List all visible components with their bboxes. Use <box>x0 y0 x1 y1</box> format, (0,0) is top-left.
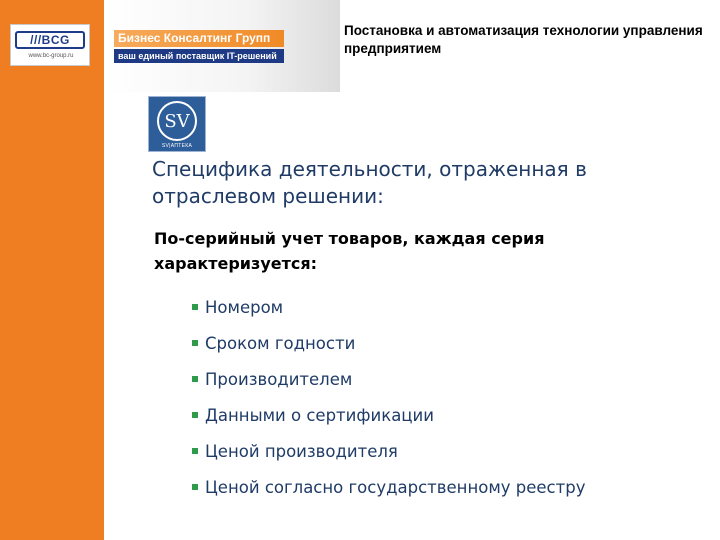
square-bullet-icon <box>192 340 198 346</box>
list-item-label: Ценой согласно государственному реестру <box>205 478 586 497</box>
left-orange-band <box>0 0 104 540</box>
bullet-list <box>192 296 672 512</box>
list-item-label: Ценой производителя <box>205 442 398 461</box>
bcg-logo-mark: ///BCG <box>15 31 85 49</box>
company-tagline: ваш единый поставщик IT-решений <box>114 49 284 63</box>
square-bullet-icon <box>192 412 198 418</box>
slide-subheading: По-серийный учет товаров, каждая серия характеризуется: <box>154 229 545 273</box>
list-item-label: Номером <box>205 298 284 317</box>
slide-heading: Специфика деятельности, отраженная в отраслевом решении: <box>152 157 587 208</box>
square-bullet-icon <box>192 304 198 310</box>
list-item <box>192 440 672 464</box>
header-title: Постановка и автоматизация технологии управления предприятием <box>344 23 703 56</box>
list-item <box>192 332 672 356</box>
square-bullet-icon <box>192 484 198 490</box>
list-item <box>192 368 672 392</box>
list-item <box>192 404 672 428</box>
company-name: Бизнес Консалтинг Групп <box>114 30 284 47</box>
list-item <box>192 296 672 320</box>
list-item <box>192 476 672 500</box>
list-item-label: Сроком годности <box>205 334 356 353</box>
list-item-label: Данными о сертификации <box>205 406 434 425</box>
sv-apteka-logo <box>148 96 206 152</box>
square-bullet-icon <box>192 448 198 454</box>
list-item-label: Производителем <box>205 370 353 389</box>
bcg-logo <box>10 24 90 66</box>
square-bullet-icon <box>192 376 198 382</box>
sv-logo-caption: SV|АПТЕКА <box>161 143 193 149</box>
sv-logo-letters: SV <box>157 101 197 141</box>
bcg-logo-url: www.bc-group.ru <box>28 53 74 59</box>
